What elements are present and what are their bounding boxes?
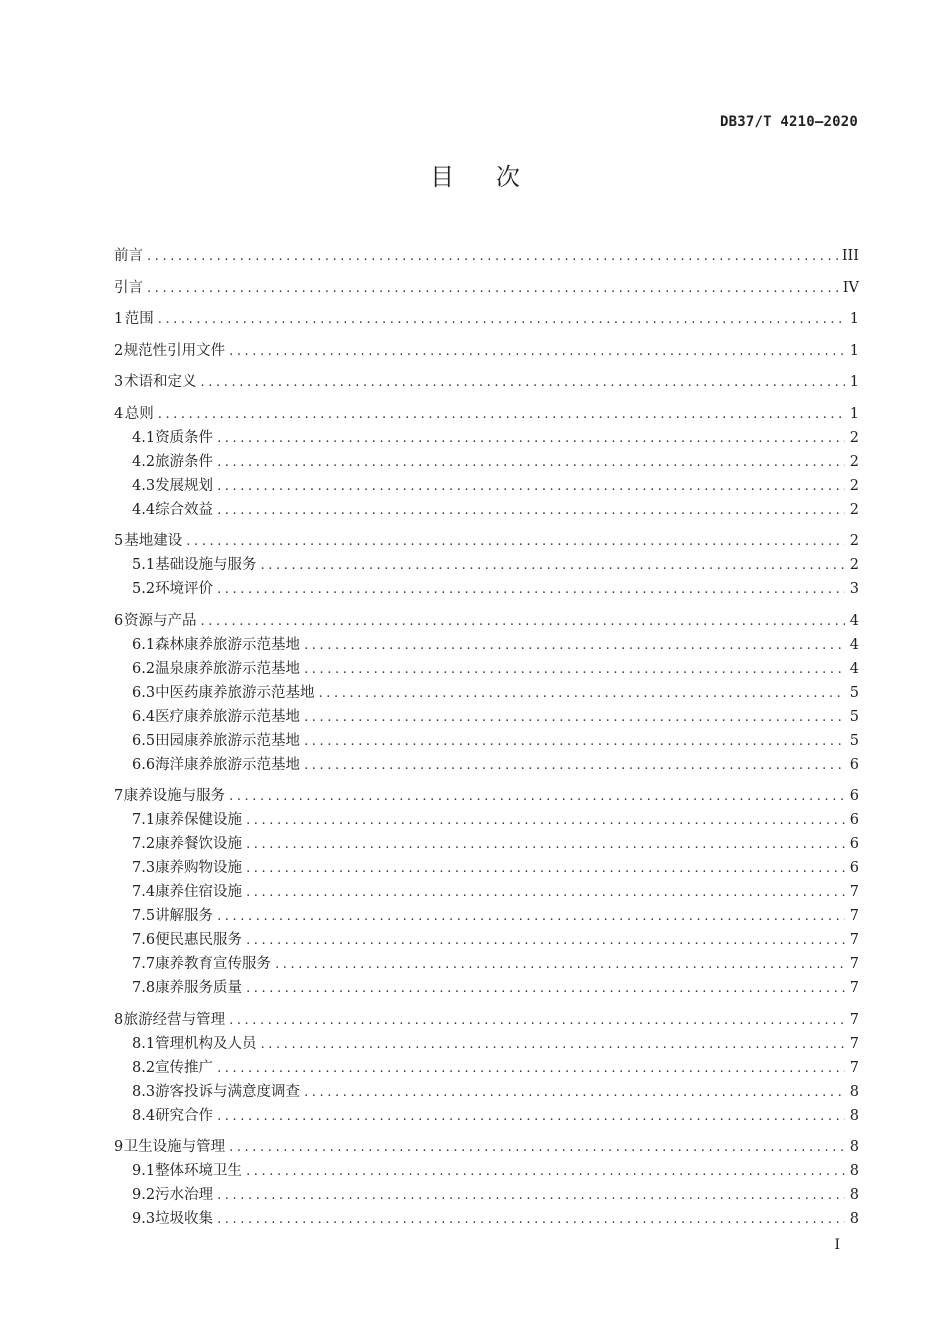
toc-leader-dots — [227, 1140, 845, 1155]
toc-entry-number: 2 — [114, 342, 124, 359]
toc-entry-page: 7 — [849, 884, 859, 900]
toc-leader-dots — [199, 375, 845, 390]
toc-entry[interactable] — [114, 450, 859, 474]
toc-entry[interactable] — [114, 856, 859, 880]
toc-leader-dots — [215, 582, 845, 597]
toc-entry-label: 康养购物设施 — [155, 860, 243, 876]
toc-entry-page: 8 — [849, 1083, 859, 1100]
toc-entry[interactable] — [114, 1032, 859, 1056]
toc-entry-number: 6.1 — [132, 636, 156, 653]
toc-entry-number: 4.3 — [132, 477, 156, 494]
toc-entry-page: 6 — [849, 812, 859, 828]
toc-entry-number: 7.6 — [132, 932, 156, 948]
toc-entry-number: 6.2 — [132, 660, 156, 677]
toc-entry-label: 康养住宿设施 — [155, 884, 243, 900]
toc-entry[interactable] — [114, 928, 859, 952]
toc-leader-dots — [244, 981, 845, 996]
toc-entry-page: 4 — [849, 660, 859, 677]
toc-entry-page: 7 — [849, 1059, 859, 1076]
toc-entry[interactable] — [114, 1104, 859, 1128]
toc-leader-dots — [215, 1188, 845, 1203]
toc-leader-dots — [244, 813, 845, 828]
toc-entry-page: 7 — [849, 980, 859, 996]
toc-entry-page: 6 — [849, 860, 859, 876]
toc-leader-dots — [215, 503, 845, 518]
toc-entry-page: 2 — [849, 557, 859, 573]
toc-entry[interactable] — [114, 402, 859, 426]
toc-entry[interactable] — [114, 1183, 859, 1207]
toc-entry-page: 1 — [849, 374, 859, 390]
toc-entry[interactable] — [114, 498, 859, 522]
toc-entry-number: 9 — [114, 1139, 124, 1155]
toc-entry-page: 2 — [849, 429, 859, 446]
standard-code: DB37/T 4210—2020 — [719, 114, 858, 130]
toc-leader-dots — [302, 734, 845, 749]
toc-entry-page: 2 — [849, 453, 859, 470]
toc-entry[interactable] — [114, 370, 859, 394]
toc-entry-number: 4 — [114, 405, 124, 422]
toc-leader-dots — [156, 407, 845, 422]
toc-entry-page: 6 — [849, 756, 859, 773]
toc-entry-label: 森林康养旅游示范基地 — [155, 636, 301, 653]
toc-entry-number: 4.2 — [132, 453, 156, 470]
toc-entry-page: 6 — [849, 836, 859, 852]
toc-entry-label: 总则 — [124, 405, 154, 422]
toc-entry-page: 1 — [849, 405, 859, 422]
toc-leader-dots — [215, 431, 845, 446]
toc-entry[interactable] — [114, 426, 859, 450]
toc-leader-dots — [259, 558, 845, 573]
toc-entry-label: 基地建设 — [124, 533, 183, 549]
page-title — [0, 157, 950, 192]
toc-entry-page: 7 — [849, 932, 859, 948]
toc-entry-label: 引言 — [114, 279, 143, 296]
toc-entry[interactable] — [114, 976, 859, 1000]
toc-entry-number: 5 — [114, 533, 124, 549]
toc-entry-label: 基础设施与服务 — [155, 557, 257, 573]
toc-entry-label: 宣传推广 — [155, 1059, 214, 1076]
toc-entry[interactable] — [114, 1080, 859, 1104]
toc-entry[interactable] — [114, 307, 859, 331]
toc-entry-label: 范围 — [124, 311, 154, 327]
toc-leader-dots — [317, 686, 845, 701]
toc-entry[interactable] — [114, 1207, 859, 1231]
toc-leader-dots — [273, 957, 845, 972]
toc-entry[interactable] — [114, 681, 859, 705]
toc-entry-label: 发展规划 — [155, 477, 214, 494]
toc-entry-label: 海洋康养旅游示范基地 — [155, 756, 301, 773]
toc-leader-dots — [215, 1212, 845, 1227]
toc-entry-number: 6.3 — [132, 684, 156, 701]
toc-entry-number: 7.1 — [132, 812, 156, 828]
toc-entry[interactable] — [114, 657, 859, 681]
toc-entry-page: IV — [842, 279, 859, 296]
toc-leader-dots — [215, 479, 845, 494]
toc-entry-page: 7 — [849, 1011, 859, 1028]
toc-entry-page: 4 — [849, 612, 859, 629]
toc-entry-label: 游客投诉与满意度调查 — [155, 1083, 301, 1100]
toc-entry-page: 5 — [849, 732, 859, 749]
toc-entry-label: 资源与产品 — [124, 612, 197, 629]
toc-entry[interactable] — [114, 474, 859, 498]
toc-leader-dots — [215, 455, 845, 470]
toc-entry-page: 2 — [849, 501, 859, 518]
toc-entry-number: 5.1 — [132, 557, 156, 573]
toc-entry-page: 8 — [849, 1163, 859, 1179]
toc-entry-number: 7.3 — [132, 860, 156, 876]
toc-entry-page: 8 — [849, 1107, 859, 1124]
toc-entry-page: 4 — [849, 636, 859, 653]
toc-entry-label: 康养服务质量 — [155, 980, 243, 996]
toc-entry-label: 综合效益 — [155, 501, 214, 518]
toc-leader-dots — [302, 638, 845, 653]
toc-entry-label: 中医药康养旅游示范基地 — [155, 684, 315, 701]
toc-entry-label: 温泉康养旅游示范基地 — [155, 660, 301, 677]
toc-entry[interactable] — [114, 952, 859, 976]
toc-entry-number: 6.5 — [132, 732, 156, 749]
toc-entry-label: 前言 — [114, 248, 143, 264]
toc-entry-page: 1 — [849, 342, 859, 359]
toc-entry-label: 康养保健设施 — [155, 812, 243, 828]
toc-entry-label: 康养设施与服务 — [123, 788, 226, 804]
toc-leader-dots — [244, 837, 845, 852]
toc-entry-number: 8 — [114, 1011, 124, 1028]
toc-entry-label: 管理机构及人员 — [155, 1035, 257, 1052]
toc-entry[interactable] — [114, 577, 859, 601]
toc-entry-label: 便民惠民服务 — [155, 932, 243, 948]
toc-entry-number: 7.8 — [132, 980, 156, 996]
toc-entry[interactable] — [114, 1159, 859, 1183]
toc-entry-number: 7.5 — [132, 908, 156, 924]
toc-leader-dots — [244, 933, 845, 948]
toc-entry[interactable] — [114, 832, 859, 856]
toc-entry[interactable] — [114, 276, 859, 300]
toc-entry-label: 研究合作 — [155, 1107, 214, 1124]
toc-entry-page: 3 — [849, 581, 859, 597]
toc-leader-dots — [215, 1109, 845, 1124]
toc-entry[interactable] — [114, 609, 859, 633]
title-char: 次 — [495, 163, 520, 191]
toc-entry-number: 6.6 — [132, 756, 156, 773]
toc-entry-number: 7.4 — [132, 884, 156, 900]
toc-entry[interactable] — [114, 1008, 859, 1032]
toc-entry-page: 5 — [849, 708, 859, 725]
toc-leader-dots — [145, 249, 838, 264]
toc-entry-page: 7 — [849, 956, 859, 972]
toc-entry-number: 6 — [114, 612, 124, 629]
toc-entry-number: 8.2 — [132, 1059, 156, 1076]
page-number: I — [834, 1237, 840, 1253]
toc-entry[interactable] — [114, 784, 859, 808]
toc-entry[interactable] — [114, 753, 859, 777]
toc-entry-number: 4.4 — [132, 501, 156, 518]
toc-entry-label: 环境评价 — [155, 581, 214, 597]
toc-leader-dots — [215, 909, 845, 924]
toc-leader-dots — [244, 861, 845, 876]
toc-leader-dots — [199, 614, 845, 629]
toc-entry-number: 3 — [114, 374, 124, 390]
toc-entry[interactable] — [114, 808, 859, 832]
toc-leader-dots — [145, 281, 839, 296]
toc-entry-label: 旅游经营与管理 — [123, 1011, 226, 1028]
toc-entry[interactable] — [114, 529, 859, 553]
toc-entry-number: 7 — [114, 788, 124, 804]
toc-entry[interactable] — [114, 244, 859, 268]
toc-entry-page: 1 — [849, 311, 859, 327]
toc-entry-label: 讲解服务 — [155, 908, 214, 924]
toc-entry-number: 6.4 — [132, 708, 156, 725]
toc-leader-dots — [215, 1061, 845, 1076]
toc-leader-dots — [244, 1164, 845, 1179]
toc-entry[interactable] — [114, 904, 859, 928]
toc-leader-dots — [227, 1013, 845, 1028]
toc-entry-number: 7.7 — [132, 956, 156, 972]
toc-entry-label: 卫生设施与管理 — [123, 1139, 226, 1155]
toc-entry-number: 5.2 — [132, 581, 156, 597]
toc-entry-label: 康养餐饮设施 — [155, 836, 243, 852]
toc-entry[interactable] — [114, 553, 859, 577]
toc-entry[interactable] — [114, 1056, 859, 1080]
toc-entry-page: 2 — [849, 533, 859, 549]
toc-entry-label: 污水治理 — [155, 1187, 214, 1203]
toc-entry-number: 8.1 — [132, 1035, 156, 1052]
toc-leader-dots — [302, 758, 845, 773]
toc-entry-label: 旅游条件 — [155, 453, 214, 470]
toc-entry-number: 4.1 — [132, 429, 156, 446]
toc-entry-label: 资质条件 — [155, 429, 214, 446]
toc-leader-dots — [156, 312, 845, 327]
toc-entry-page: 5 — [849, 684, 859, 701]
toc-leader-dots — [302, 662, 845, 677]
toc-entry-page: 8 — [849, 1187, 859, 1203]
toc-entry-label: 术语和定义 — [124, 374, 197, 390]
toc-entry[interactable] — [114, 729, 859, 753]
toc-entry-label: 医疗康养旅游示范基地 — [155, 708, 301, 725]
toc-leader-dots — [244, 885, 845, 900]
toc-leader-dots — [302, 1085, 845, 1100]
toc-entry[interactable] — [114, 339, 859, 363]
toc-entry-page: 6 — [849, 788, 859, 804]
toc-entry-label: 康养教育宣传服务 — [155, 956, 272, 972]
toc-entry[interactable] — [114, 705, 859, 729]
toc-leader-dots — [227, 344, 845, 359]
toc-entry[interactable] — [114, 633, 859, 657]
toc-entry-page: 8 — [849, 1211, 859, 1227]
toc-entry-number: 9.2 — [132, 1187, 156, 1203]
toc-entry-number: 8.3 — [132, 1083, 156, 1100]
title-char: 目 — [430, 163, 455, 191]
toc-entry[interactable] — [114, 1135, 859, 1159]
toc-entry-label: 整体环境卫生 — [155, 1163, 243, 1179]
toc-entry-page: 8 — [849, 1139, 859, 1155]
toc-leader-dots — [227, 789, 845, 804]
toc-entry-number: 8.4 — [132, 1107, 156, 1124]
toc-entry-page: 2 — [849, 477, 859, 494]
toc-entry-label: 垃圾收集 — [155, 1211, 214, 1227]
toc-entry-page: 7 — [849, 908, 859, 924]
toc-entry-number: 7.2 — [132, 836, 156, 852]
toc-entry-page: 7 — [849, 1035, 859, 1052]
toc-leader-dots — [184, 534, 845, 549]
toc-entry-label: 规范性引用文件 — [123, 342, 226, 359]
toc-entry[interactable] — [114, 880, 859, 904]
toc-entry-number: 9.3 — [132, 1211, 156, 1227]
toc-leader-dots — [259, 1037, 845, 1052]
toc-entry-label: 田园康养旅游示范基地 — [155, 732, 301, 749]
table-of-contents — [114, 244, 859, 1231]
toc-leader-dots — [302, 710, 845, 725]
toc-entry-number: 9.1 — [132, 1163, 156, 1179]
toc-entry-page: III — [841, 248, 859, 264]
toc-entry-number: 1 — [114, 311, 124, 327]
